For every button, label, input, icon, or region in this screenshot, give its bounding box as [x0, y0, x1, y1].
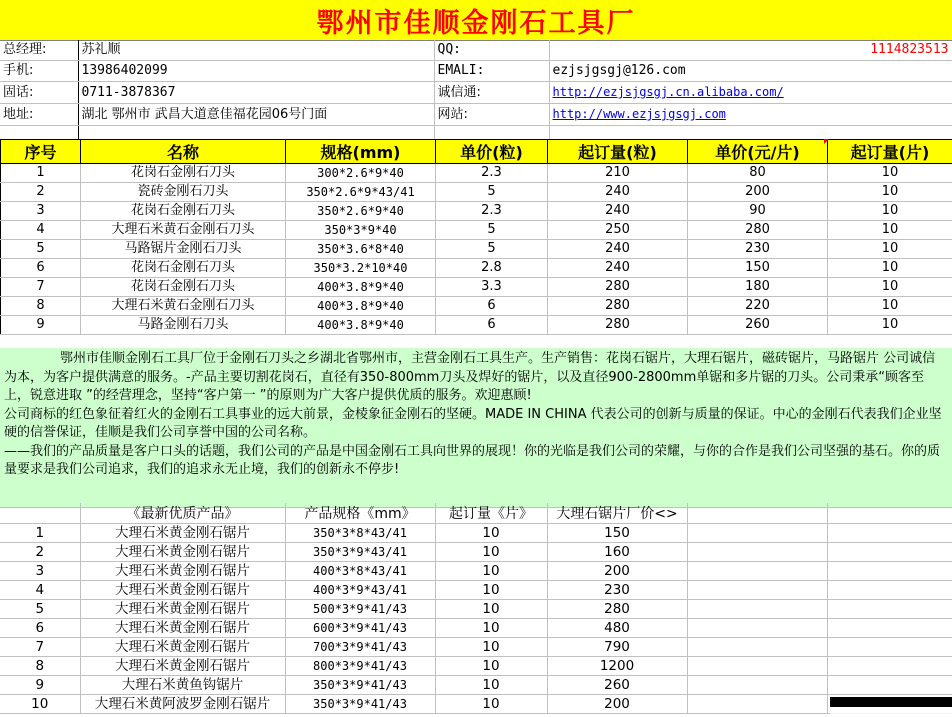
products-cell: 10 [828, 278, 952, 297]
info-row-phone [0, 82, 952, 104]
products-cell: 220 [688, 297, 828, 316]
products-cell: 350*3*9*40 [286, 221, 436, 240]
featured-cell: 800*3*9*41/43 [285, 657, 435, 676]
products-cell: 马路锯片金刚石刀头 [81, 240, 286, 259]
featured-cell: 400*3*9*43/41 [285, 581, 435, 600]
featured-row [0, 600, 952, 619]
featured-cell: 7 [0, 638, 80, 657]
contact-info-table [0, 40, 952, 147]
featured-header-spec: 产品规格《mm》 [285, 503, 435, 524]
header-moq-grain: 起订量(粒) [548, 140, 688, 164]
featured-cell: 10 [435, 524, 547, 543]
featured-cell: 600*3*9*41/43 [285, 619, 435, 638]
products-cell: 400*3.8*9*40 [286, 278, 436, 297]
header-spec: 规格(mm) [286, 140, 436, 164]
products-cell: 240 [548, 240, 688, 259]
featured-cell: 10 [435, 676, 547, 695]
featured-cell: 200 [547, 562, 687, 581]
products-cell: 210 [548, 164, 688, 183]
info-row-mobile [0, 61, 952, 82]
products-cell: 3 [1, 202, 81, 221]
products-cell: 2.3 [436, 202, 548, 221]
products-cell: 280 [688, 221, 828, 240]
products-cell: 马路金刚石刀头 [81, 316, 286, 335]
featured-cell: 500*3*9*41/43 [285, 600, 435, 619]
featured-cell: 10 [435, 543, 547, 562]
company-description [0, 348, 952, 508]
featured-cell: 5 [0, 600, 80, 619]
products-cell: 90 [688, 202, 828, 221]
products-cell: 5 [436, 183, 548, 202]
products-cell: 240 [548, 183, 688, 202]
comment-indicator [824, 139, 829, 144]
featured-cell: 350*3*8*43/41 [285, 524, 435, 543]
empty-cell [827, 638, 952, 657]
products-cell: 4 [1, 221, 81, 240]
featured-cell: 10 [435, 619, 547, 638]
header-moq-piece: 起订量(片) [828, 140, 952, 164]
empty-cell [687, 524, 827, 543]
featured-header-price: 大理石锯片厂价<> [547, 503, 687, 524]
products-cell: 花岗石金刚石刀头 [81, 202, 286, 221]
products-cell: 280 [548, 278, 688, 297]
featured-cell: 150 [547, 524, 687, 543]
featured-body [0, 524, 952, 714]
products-cell: 400*3.8*9*40 [286, 297, 436, 316]
website-link[interactable]: http://www.ezjsjgsgj.com [552, 107, 726, 121]
products-row [1, 259, 952, 278]
featured-cell: 10 [435, 600, 547, 619]
manager-label: 总经理: [0, 40, 78, 61]
featured-cell: 1200 [547, 657, 687, 676]
products-cell: 350*3.2*10*40 [286, 259, 436, 278]
products-cell: 3.3 [436, 278, 548, 297]
featured-cell: 2 [0, 543, 80, 562]
featured-row [0, 657, 952, 676]
featured-cell: 350*3*9*41/43 [285, 676, 435, 695]
featured-header-row [0, 503, 952, 524]
description-paragraph-2: 公司商标的红色象征着红火的金刚石工具事业的远大前景，金棱象征金刚石的坚硬。MADE IN CHINA 代表公司的创新与质量的保证。中心的金刚石代表我们企业坚硬的信誉保证，佳顺是我们公司享誉中国的公司名称。 [4, 406, 942, 440]
email-value: ezjsjgsgj@126.com [549, 61, 952, 82]
products-cell: 大理石米黄石金刚石刀头 [81, 221, 286, 240]
products-cell: 2.3 [436, 164, 548, 183]
featured-cell: 大理石米黄金刚石锯片 [80, 600, 285, 619]
featured-products-table [0, 503, 952, 714]
featured-cell: 280 [547, 600, 687, 619]
products-cell: 花岗石金刚石刀头 [81, 164, 286, 183]
products-cell: 10 [828, 221, 952, 240]
products-row [1, 297, 952, 316]
empty-cell [687, 581, 827, 600]
products-cell: 10 [828, 202, 952, 221]
featured-cell: 10 [435, 581, 547, 600]
email-label: EMALI: [434, 61, 549, 82]
featured-cell: 大理石米黄金刚石锯片 [80, 562, 285, 581]
empty-cell [827, 524, 952, 543]
featured-header-empty [827, 503, 952, 524]
featured-cell: 大理石米黄金刚石锯片 [80, 638, 285, 657]
info-row-address [0, 104, 952, 126]
featured-cell: 10 [0, 695, 80, 714]
products-cell: 1 [1, 164, 81, 183]
featured-cell: 大理石米黄阿波罗金刚石锯片 [80, 695, 285, 714]
featured-row [0, 695, 952, 714]
products-cell: 10 [828, 259, 952, 278]
empty-cell [687, 695, 827, 714]
featured-cell: 260 [547, 676, 687, 695]
products-cell: 230 [688, 240, 828, 259]
mobile-label: 手机: [0, 61, 78, 82]
empty-cell [827, 581, 952, 600]
featured-cell: 230 [547, 581, 687, 600]
featured-cell: 大理石米黄金刚石锯片 [80, 524, 285, 543]
products-cell: 10 [828, 297, 952, 316]
products-cell: 200 [688, 183, 828, 202]
empty-cell [687, 543, 827, 562]
featured-header-moq: 起订量《片》 [435, 503, 547, 524]
qq-value: 1114823513 [549, 40, 952, 61]
company-title: 鄂州市佳顺金刚石工具厂 [316, 7, 636, 39]
products-cell: 10 [828, 164, 952, 183]
chengxin-link[interactable]: http://ezjsjgsgj.cn.alibaba.com/ [552, 85, 784, 99]
products-cell: 240 [548, 259, 688, 278]
description-paragraph-3: ——我们的产品质量是客户口头的话题，我们公司的产品是中国金刚石工具向世界的展现！你的光临是我们公司的荣耀，与你的合作是我们公司坚强的基石。你的质量要求是我们公司追求，我们的追求永无止境，我们的创新永不停步! [4, 443, 941, 477]
products-cell: 10 [828, 240, 952, 259]
featured-row [0, 619, 952, 638]
products-cell: 8 [1, 297, 81, 316]
products-cell: 80 [688, 164, 828, 183]
empty-cell [827, 676, 952, 695]
qq-label: QQ: [434, 40, 549, 61]
products-row [1, 240, 952, 259]
products-cell: 瓷砖金刚石刀头 [81, 183, 286, 202]
products-header-row [1, 140, 952, 164]
empty-cell [687, 619, 827, 638]
chengxin-cell [549, 82, 952, 104]
manager-value: 苏礼顺 [78, 40, 434, 61]
description-paragraph-1: 鄂州市佳顺金刚石工具厂位于金刚石刀头之乡湖北省鄂州市，主营金刚石工具生产。生产销售：花岗石锯片，大理石锯片，磁砖锯片，马路锯片 公司诚信为本，为客户提供满意的服务。-产品主要切割花岗石，直径有350-800mm刀头及焊好的锯片，以及直径900-2800mm单锯和多片锯的刀头。公司秉承“顾客至上，锐意进取 ”的经营理念，坚持“客户第一 ”的原则为广大客户提供优质的服务。欢迎惠顾! [4, 351, 936, 403]
mobile-value: 13986402099 [78, 61, 434, 82]
products-row [1, 221, 952, 240]
phone-label: 固话: [0, 82, 78, 104]
featured-cell: 350*3*9*43/41 [285, 543, 435, 562]
empty-cell [827, 600, 952, 619]
products-row [1, 202, 952, 221]
products-cell: 350*2.6*9*40 [286, 202, 436, 221]
phone-value: 0711-3878367 [78, 82, 434, 104]
products-cell: 2.8 [436, 259, 548, 278]
products-cell: 6 [436, 316, 548, 335]
featured-cell: 400*3*8*43/41 [285, 562, 435, 581]
featured-cell: 10 [435, 657, 547, 676]
featured-cell: 350*3*9*41/43 [285, 695, 435, 714]
spacer-row [0, 331, 952, 349]
products-cell: 9 [1, 316, 81, 335]
products-row [1, 164, 952, 183]
empty-cell [827, 562, 952, 581]
featured-cell: 160 [547, 543, 687, 562]
products-cell: 5 [1, 240, 81, 259]
products-cell: 2 [1, 183, 81, 202]
featured-cell: 8 [0, 657, 80, 676]
products-cell: 300*2.6*9*40 [286, 164, 436, 183]
featured-row [0, 562, 952, 581]
products-cell: 350*2.6*9*43/41 [286, 183, 436, 202]
header-index: 序号 [1, 140, 81, 164]
featured-row [0, 543, 952, 562]
title-banner [0, 0, 952, 41]
featured-cell: 大理石米黄金刚石锯片 [80, 581, 285, 600]
featured-cell: 3 [0, 562, 80, 581]
products-body [1, 164, 952, 335]
featured-cell: 10 [435, 562, 547, 581]
featured-cell: 790 [547, 638, 687, 657]
products-cell: 10 [828, 183, 952, 202]
featured-cell: 大理石米黄金刚石锯片 [80, 619, 285, 638]
products-cell: 350*3.6*8*40 [286, 240, 436, 259]
featured-cell: 1 [0, 524, 80, 543]
featured-cell: 480 [547, 619, 687, 638]
address-label: 地址: [0, 104, 78, 126]
products-cell: 400*3.8*9*40 [286, 316, 436, 335]
header-name: 名称 [81, 140, 286, 164]
products-cell: 大理石米黄石金刚石刀头 [81, 297, 286, 316]
products-cell: 150 [688, 259, 828, 278]
featured-cell: 200 [547, 695, 687, 714]
website-cell [549, 104, 952, 126]
featured-cell: 9 [0, 676, 80, 695]
empty-cell [687, 562, 827, 581]
info-row-manager [0, 40, 952, 61]
empty-cell [687, 676, 827, 695]
products-cell: 280 [548, 316, 688, 335]
products-cell: 240 [548, 202, 688, 221]
featured-row [0, 676, 952, 695]
empty-cell [827, 543, 952, 562]
featured-cell: 大理石米黄金刚石锯片 [80, 543, 285, 562]
header-unit-price-piece: 单价(元/片) [688, 140, 828, 164]
address-value: 湖北 鄂州市 武昌大道意佳福花园06号门面 [78, 104, 434, 126]
empty-cell [687, 638, 827, 657]
products-cell: 10 [828, 316, 952, 335]
featured-header-index [0, 503, 80, 524]
featured-cell: 10 [435, 695, 547, 714]
products-row [1, 183, 952, 202]
empty-cell [827, 657, 952, 676]
featured-cell: 700*3*9*41/43 [285, 638, 435, 657]
featured-cell: 10 [435, 638, 547, 657]
empty-cell [827, 619, 952, 638]
products-cell: 260 [688, 316, 828, 335]
featured-row [0, 638, 952, 657]
featured-cell: 大理石米黄鱼钩锯片 [80, 676, 285, 695]
featured-row [0, 581, 952, 600]
featured-header-empty [687, 503, 827, 524]
empty-cell [687, 657, 827, 676]
featured-row [0, 524, 952, 543]
products-cell: 250 [548, 221, 688, 240]
empty-cell [687, 600, 827, 619]
products-cell: 花岗石金刚石刀头 [81, 259, 286, 278]
featured-header-title: 《最新优质产品》 [80, 503, 285, 524]
products-cell: 6 [436, 297, 548, 316]
products-cell: 5 [436, 221, 548, 240]
products-cell: 180 [688, 278, 828, 297]
featured-cell: 4 [0, 581, 80, 600]
featured-cell: 大理石米黄金刚石锯片 [80, 657, 285, 676]
featured-cell: 6 [0, 619, 80, 638]
chengxin-label: 诚信通: [434, 82, 549, 104]
header-unit-price-grain: 单价(粒) [436, 140, 548, 164]
products-cell: 6 [1, 259, 81, 278]
products-row [1, 278, 952, 297]
website-label: 网站: [434, 104, 549, 126]
products-table [0, 139, 952, 335]
products-cell: 7 [1, 278, 81, 297]
watermark-bar [830, 697, 952, 707]
products-cell: 280 [548, 297, 688, 316]
products-cell: 花岗石金刚石刀头 [81, 278, 286, 297]
products-cell: 5 [436, 240, 548, 259]
